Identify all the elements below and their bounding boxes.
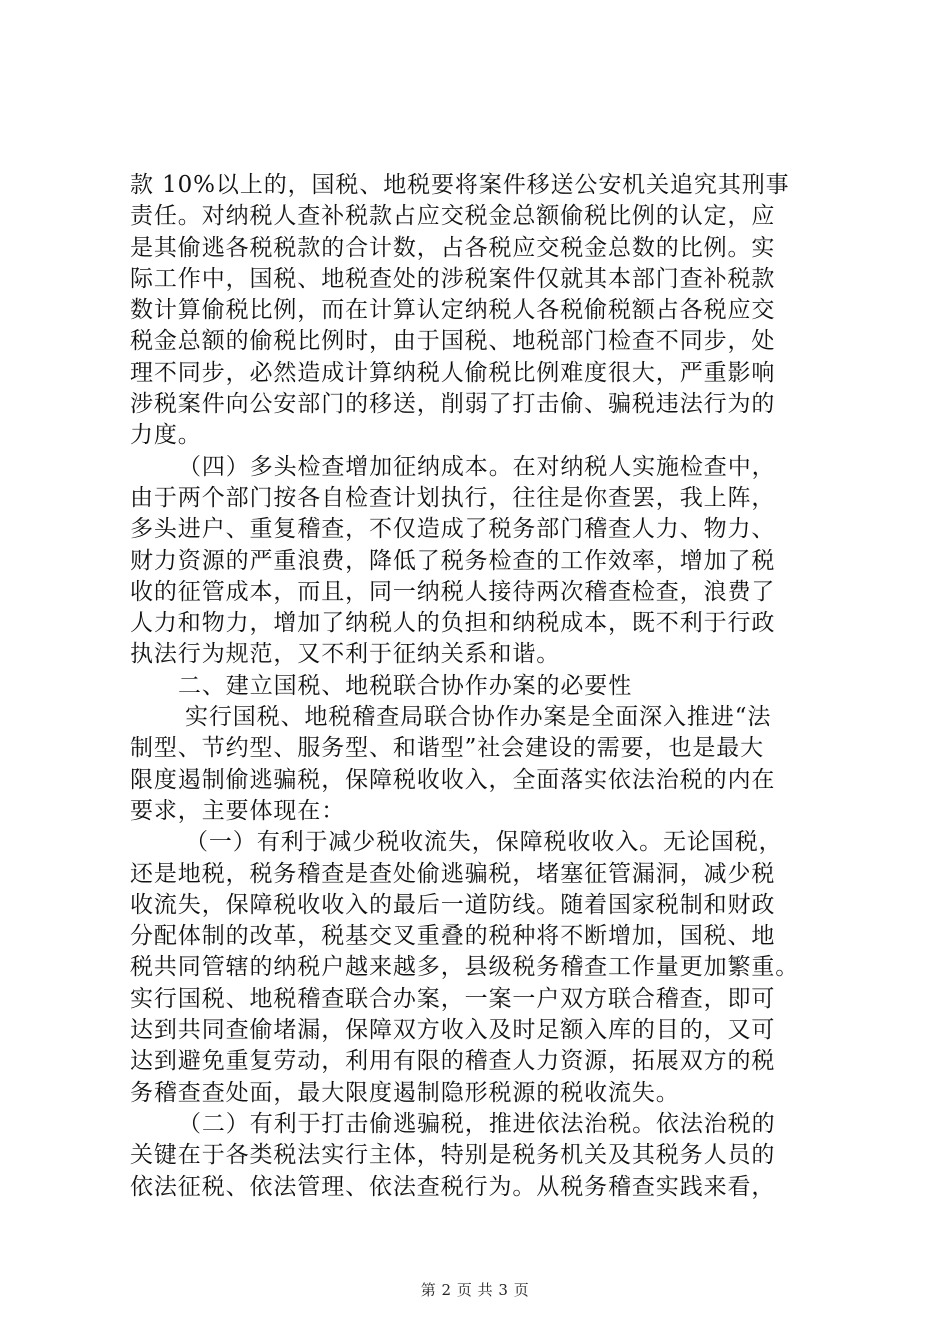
text-line: 是其偷逃各税税款的合计数，占各税应交税金总数的比例。实 [130,234,776,261]
text-line: 人力和物力，增加了纳税人的负担和纳税成本，既不利于行政 [130,610,776,637]
text-line: 还是地税，税务稽查是查处偷逃骗税，堵塞征管漏洞，减少税 [130,860,776,887]
page-footer [0,1280,950,1300]
text-line: 款 10%以上的，国税、地税要将案件移送公安机关追究其刑事 [130,172,790,198]
text-line: 执法行为规范，又不利于征纳关系和谐。 [130,641,561,668]
text-line: 涉税案件向公安部门的移送，削弱了打击偷、骗税违法行为的 [130,391,776,418]
text-line: 达到共同查偷堵漏，保障双方收入及时足额入库的目的，又可 [130,1017,776,1044]
text-line: 实行国税、地税稽查联合办案，一案一户双方联合稽查，即可 [130,985,776,1012]
text-line: 收的征管成本，而且，同一纳税人接待两次稽查检查，浪费了 [130,578,776,605]
paragraph-start-line: （一）有利于减少税收流失，保障税收收入。无论国税， [185,829,783,856]
text-line: 财力资源的严重浪费，降低了税务检查的工作效率，增加了税 [130,547,776,574]
text-line: 限度遏制偷逃骗税，保障税收收入，全面落实依法治税的内在 [130,766,776,793]
text-line: 际工作中，国税、地税查处的涉税案件仅就其本部门查补税款 [130,265,776,292]
paragraph-start-line: （二）有利于打击偷逃骗税，推进依法治税。依法治税的 [178,1110,776,1137]
text-line: 理不同步，必然造成计算纳税人偷税比例难度很大，严重影响 [130,359,776,386]
text-line: 责任。对纳税人查补税款占应交税金总额偷税比例的认定，应 [130,203,776,230]
text-line: 收流失，保障税收收入的最后一道防线。随着国家税制和财政 [130,891,776,918]
text-line: 数计算偷税比例，而在计算认定纳税人各税偷税额占各税应交 [130,297,776,324]
text-line: 依法征税、依法管理、依法查税行为。从税务稽查实践来看， [130,1173,776,1200]
text-line: 达到避免重复劳动，利用有限的稽查人力资源，拓展双方的税 [130,1048,776,1075]
text-line: 务稽查查处面，最大限度遏制隐形税源的税收流失。 [130,1079,680,1106]
text-line: 要求，主要体现在： [130,797,346,824]
paragraph-start-line: （四）多头检查增加征纳成本。在对纳税人实施检查中， [178,453,776,480]
body-text [130,170,835,1203]
text-line: 由于两个部门按各自检查计划执行，往往是你查罢，我上阵， [130,484,776,511]
text-line: 关键在于各类税法实行主体，特别是税务机关及其税务人员的 [130,1142,776,1169]
text-line: 分配体制的改革，税基交叉重叠的税种将不断增加，国税、地 [130,923,776,950]
text-line: 税金总额的偷税比例时，由于国税、地税部门检查不同步，处 [130,328,776,355]
section-heading: 二、建立国税、地税联合协作办案的必要性 [178,672,633,699]
text-line: 多头进户、重复稽查，不仅造成了税务部门稽查人力、物力、 [130,516,776,543]
text-line: 制型、节约型、服务型、和谐型”社会建设的需要，也是最大 [130,735,765,762]
paragraph-start-line: 实行国税、地税稽查局联合协作办案是全面深入推进“法 [185,704,772,731]
text-line: 力度。 [130,422,202,449]
text-line: 税共同管辖的纳税户越来越多，县级税务稽查工作量更加繁重。 [130,954,800,981]
page-number: 第 2 页 共 3 页 [420,1281,530,1299]
